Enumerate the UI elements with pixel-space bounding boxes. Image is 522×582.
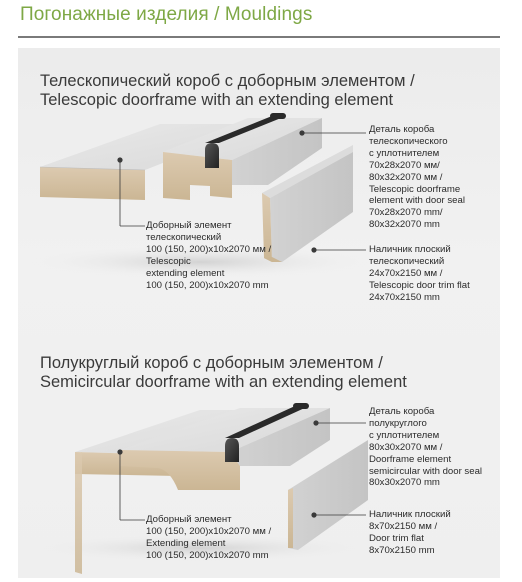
callout-semicircular-trim: Наличник плоский 8x70x2150 мм / Door trim flat 8x70x2150 mm bbox=[369, 509, 451, 556]
section-telescopic-heading-ru: Телескопический короб с доборным элементом / bbox=[40, 72, 415, 90]
semicircular-frame-element bbox=[120, 403, 330, 490]
section-telescopic-heading-en: Telescopic doorframe with an extending element bbox=[40, 91, 394, 109]
callout-telescopic-frame: Деталь короба телескопического с уплотнителем 70x28x2070 мм/ 80x32x2070 мм / Telescopic doorframe element with door seal 70x28x2070 mm/ 80x32x2070 mm bbox=[369, 124, 465, 231]
callout-semicircular-extension: Доборный элемент 100 (150, 200)x10x2070 мм / Extending element 100 (150, 200)x10x2070 mm bbox=[146, 514, 272, 561]
callout-telescopic-extension: Доборный элемент телескопический 100 (150, 200)x10x2070 мм / Telescopic extending element 100 (150, 200)x10x2070 mm bbox=[146, 220, 272, 291]
section-semicircular-heading-ru: Полукруглый короб с доборным элементом / bbox=[40, 354, 383, 372]
section-semicircular-heading-en: Semicircular doorframe with an extending element bbox=[40, 373, 407, 391]
callout-semicircular-frame: Деталь короба полукруглого с уплотнителем 80x30x2070 мм / Doorframe element semicircular with door seal 80x30x2070 mm bbox=[369, 406, 483, 489]
page-title: Погонажные изделия / Mouldings bbox=[20, 4, 313, 25]
callout-telescopic-trim: Наличник плоский телескопический 24x70x2150 мм / Telescopic door trim flat 24x70x2150 mm bbox=[369, 244, 470, 303]
